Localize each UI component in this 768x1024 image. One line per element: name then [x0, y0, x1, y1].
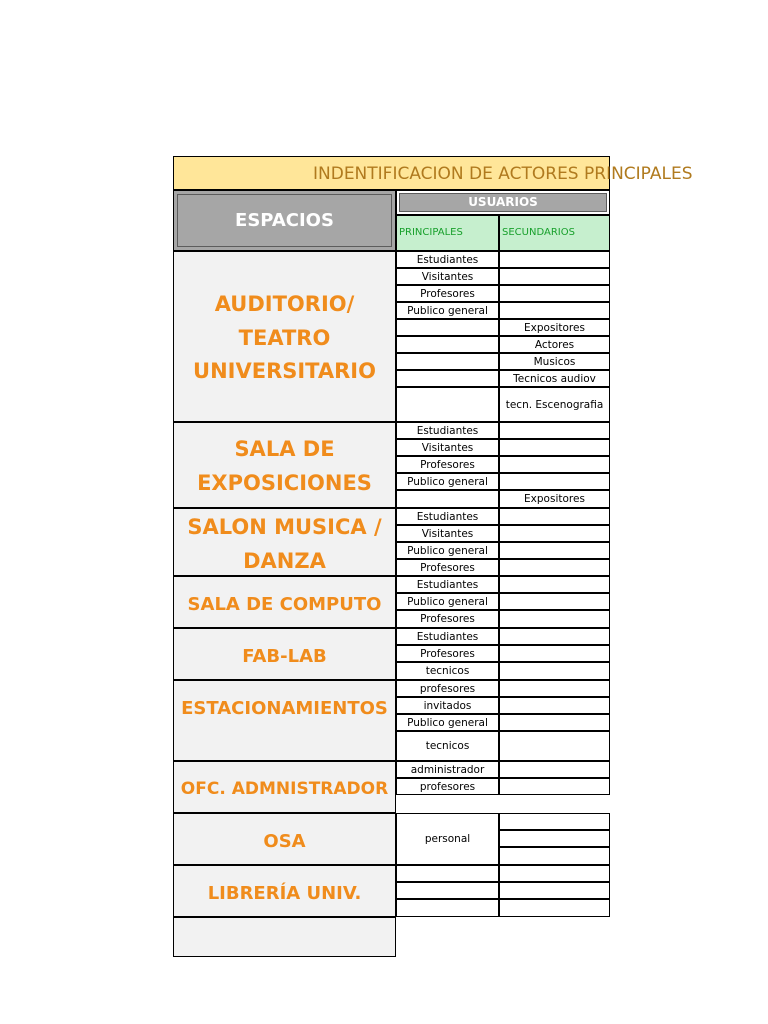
principal-user-cell: personal — [396, 813, 499, 865]
secondary-user-cell: Tecnicos audiov — [499, 370, 610, 387]
space-name-cell — [173, 628, 396, 680]
secondary-user-cell — [499, 899, 610, 917]
secondary-user-cell — [499, 882, 610, 899]
principal-user-cell: invitados — [396, 697, 499, 714]
principal-user-cell: Profesores — [396, 456, 499, 473]
principales-header: PRINCIPALES — [396, 215, 499, 251]
principal-user-cell: Profesores — [396, 645, 499, 662]
secondary-user-cell: Musicos — [499, 353, 610, 370]
space-name-cell — [173, 508, 396, 576]
principal-user-cell: Estudiantes — [396, 251, 499, 268]
secondary-user-cell — [499, 761, 610, 778]
secondary-user-cell — [499, 422, 610, 439]
space-name-cell — [173, 917, 396, 957]
principal-user-cell — [396, 370, 499, 387]
principal-user-cell: Visitantes — [396, 439, 499, 456]
secondary-user-cell: Expositores — [499, 490, 610, 508]
principal-user-cell: Estudiantes — [396, 422, 499, 439]
space-name: OFC. ADMNISTRADOR — [180, 779, 389, 799]
secondary-user-cell — [499, 456, 610, 473]
principal-user-cell — [396, 865, 499, 882]
usuarios-header — [396, 190, 610, 215]
principal-user-cell — [396, 336, 499, 353]
principal-user-cell: Visitantes — [396, 525, 499, 542]
space-name: LIBRERÍA UNIV. — [207, 883, 362, 904]
secondary-user-cell — [499, 525, 610, 542]
space-name-cell — [173, 761, 396, 813]
espacios-header-label: ESPACIOS — [177, 194, 392, 247]
secondary-user-cell — [499, 610, 610, 628]
secondary-user-cell — [499, 830, 610, 847]
space-name-cell — [173, 251, 396, 422]
space-name-cell — [173, 865, 396, 917]
principal-user-cell: Profesores — [396, 610, 499, 628]
principal-user-cell: Publico general — [396, 714, 499, 731]
principal-user-cell — [396, 882, 499, 899]
space-name: SALON MUSICA / DANZA — [187, 515, 382, 573]
secondary-user-cell — [499, 697, 610, 714]
principal-user-cell — [396, 353, 499, 370]
secondary-user-cell — [499, 473, 610, 490]
space-name-cell — [173, 576, 396, 628]
principal-user-cell — [396, 387, 499, 422]
principal-user-cell: Profesores — [396, 285, 499, 302]
secondary-user-cell — [499, 714, 610, 731]
space-name: OSA — [263, 831, 306, 852]
secondary-user-cell — [499, 813, 610, 830]
secondary-user-cell: Expositores — [499, 319, 610, 336]
principal-user-cell: Visitantes — [396, 268, 499, 285]
secondary-user-cell — [499, 593, 610, 610]
usuarios-header-label: USUARIOS — [399, 193, 607, 212]
secondary-user-cell — [499, 576, 610, 593]
espacios-header — [173, 190, 396, 251]
principal-user-cell: Publico general — [396, 473, 499, 490]
space-name: SALA DE EXPOSICIONES — [197, 437, 372, 495]
secondary-user-cell — [499, 731, 610, 761]
secondary-user-cell — [499, 508, 610, 525]
principal-user-cell: Publico general — [396, 302, 499, 319]
principal-user-cell: tecnicos — [396, 731, 499, 761]
secondary-user-cell: tecn. Escenografia — [499, 387, 610, 422]
secondary-user-cell — [499, 439, 610, 456]
principal-user-cell — [396, 319, 499, 336]
principal-user-cell: Publico general — [396, 593, 499, 610]
principal-user-cell: Estudiantes — [396, 576, 499, 593]
space-name-cell — [173, 680, 396, 761]
principal-user-cell: profesores — [396, 680, 499, 697]
principal-user-cell: Profesores — [396, 559, 499, 576]
secondary-user-cell — [499, 662, 610, 680]
secondary-user-cell — [499, 251, 610, 268]
secondary-user-cell — [499, 778, 610, 795]
space-name: ESTACIONAMIENTOS — [181, 698, 388, 719]
principal-user-cell: Publico general — [396, 542, 499, 559]
sheet-title: INDENTIFICACION DE ACTORES PRINCIPALES — [173, 156, 610, 190]
principal-user-cell: Estudiantes — [396, 628, 499, 645]
secondary-user-cell — [499, 865, 610, 882]
secondary-user-cell — [499, 628, 610, 645]
secondary-user-cell — [499, 559, 610, 576]
secondary-user-cell — [499, 847, 610, 865]
principal-user-cell — [396, 490, 499, 508]
secondary-user-cell — [499, 302, 610, 319]
secondary-user-cell: Actores — [499, 336, 610, 353]
secondary-user-cell — [499, 285, 610, 302]
spreadsheet — [173, 156, 693, 938]
principal-user-cell: Estudiantes — [396, 508, 499, 525]
secondary-user-cell — [499, 542, 610, 559]
principal-user-cell: tecnicos — [396, 662, 499, 680]
secondary-user-cell — [499, 268, 610, 285]
secondary-user-cell — [499, 680, 610, 697]
space-name-cell — [173, 813, 396, 865]
principal-user-cell — [396, 899, 499, 917]
secundarios-header: SECUNDARIOS — [499, 215, 610, 251]
space-name: FAB-LAB — [242, 646, 327, 667]
secondary-user-cell — [499, 645, 610, 662]
principal-user-cell: administrador — [396, 761, 499, 778]
space-name: SALA DE COMPUTO — [187, 594, 382, 615]
space-name: AUDITORIO/ TEATRO UNIVERSITARIO — [193, 292, 376, 384]
space-name-cell — [173, 422, 396, 508]
principal-user-cell: profesores — [396, 778, 499, 795]
